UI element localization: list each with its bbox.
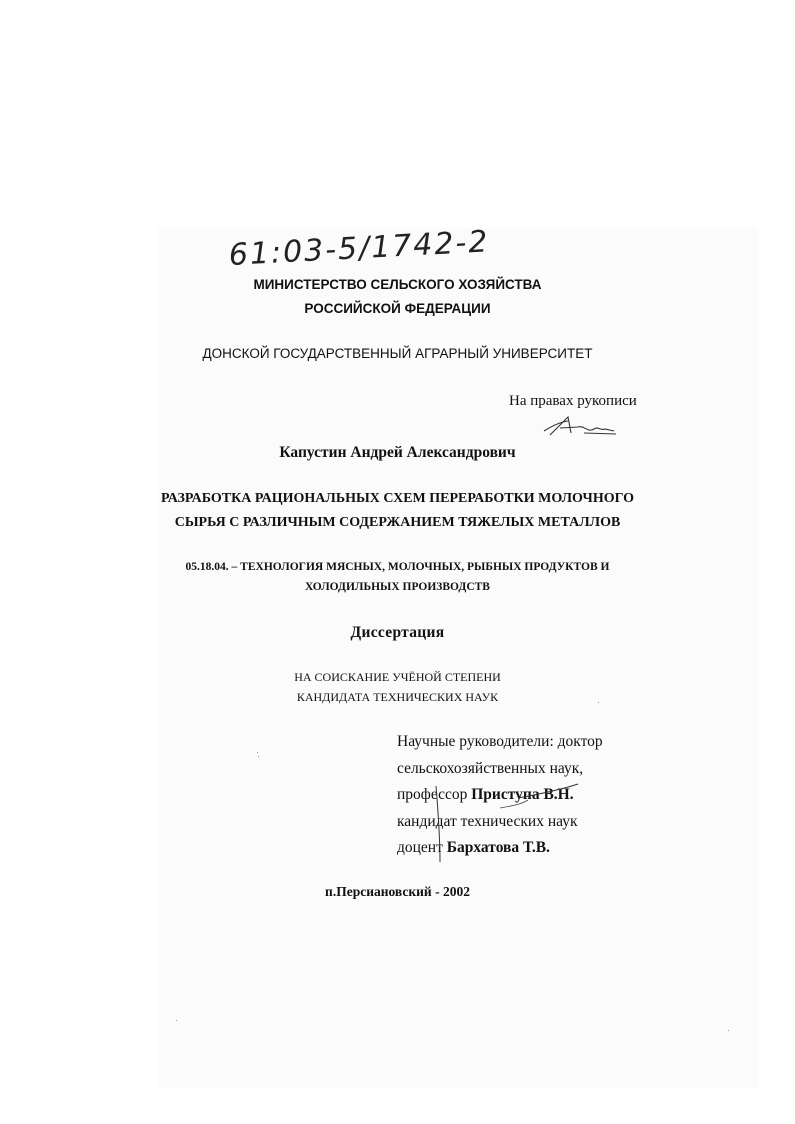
supervisors-line-4: кандидат технических наук [397, 812, 578, 830]
author-name: Капустин Андрей Александрович [279, 444, 516, 461]
scan-speck [176, 1020, 177, 1021]
supervisors-line-2: сельскохозяйственных наук, [397, 759, 584, 777]
thesis-title-line-2: СЫРЬЯ С РАЗЛИЧНЫМ СОДЕРЖАНИЕМ ТЯЖЕЛЫХ МЕТАЛЛОВ [174, 515, 621, 530]
supervisor-1-name: Приступа В.Н. [471, 786, 574, 803]
supervisor-2-title: доцент [397, 839, 447, 856]
degree-line-2: КАНДИДАТА ТЕХНИЧЕСКИХ НАУК [296, 690, 499, 704]
specialty-line-1: 05.18.04. – ТЕХНОЛОГИЯ МЯСНЫХ, МОЛОЧНЫХ, РЫБНЫХ ПРОДУКТОВ И [185, 561, 610, 573]
ministry-line-2: РОССИЙСКОЙ ФЕДЕРАЦИИ [304, 301, 491, 316]
approval-mark-icon [400, 780, 590, 865]
supervisor-2-name: Бархатова Т.В. [446, 839, 550, 856]
document-type: Диссертация [350, 624, 445, 641]
scan-speck [728, 1030, 729, 1031]
signature-icon [538, 413, 623, 441]
university-name: ДОНСКОЙ ГОСУДАРСТВЕННЫЙ АГРАРНЫЙ УНИВЕРСИТЕТ [202, 346, 593, 361]
degree-line-1: НА СОИСКАНИЕ УЧЁНОЙ СТЕПЕНИ [294, 670, 501, 684]
scan-speck [257, 752, 258, 753]
place-and-year: п.Персиановский - 2002 [325, 884, 470, 899]
manuscript-note: На правах рукописи [509, 393, 637, 409]
ministry-line-1: МИНИСТЕРСТВО СЕЛЬСКОГО ХОЗЯЙСТВА [253, 277, 542, 292]
scan-speck [598, 702, 599, 703]
thesis-title-line-1: РАЗРАБОТКА РАЦИОНАЛЬНЫХ СХЕМ ПЕРЕРАБОТКИ МОЛОЧНОГО [160, 491, 635, 506]
specialty-line-2: ХОЛОДИЛЬНЫХ ПРОИЗВОДСТВ [305, 581, 490, 593]
scan-speck [258, 756, 259, 757]
supervisors-line-1: Научные руководители: доктор [397, 733, 603, 750]
supervisor-1-title: профессор [397, 786, 472, 803]
handwritten-archive-number: 61:03-5/1742-2 [228, 224, 491, 273]
